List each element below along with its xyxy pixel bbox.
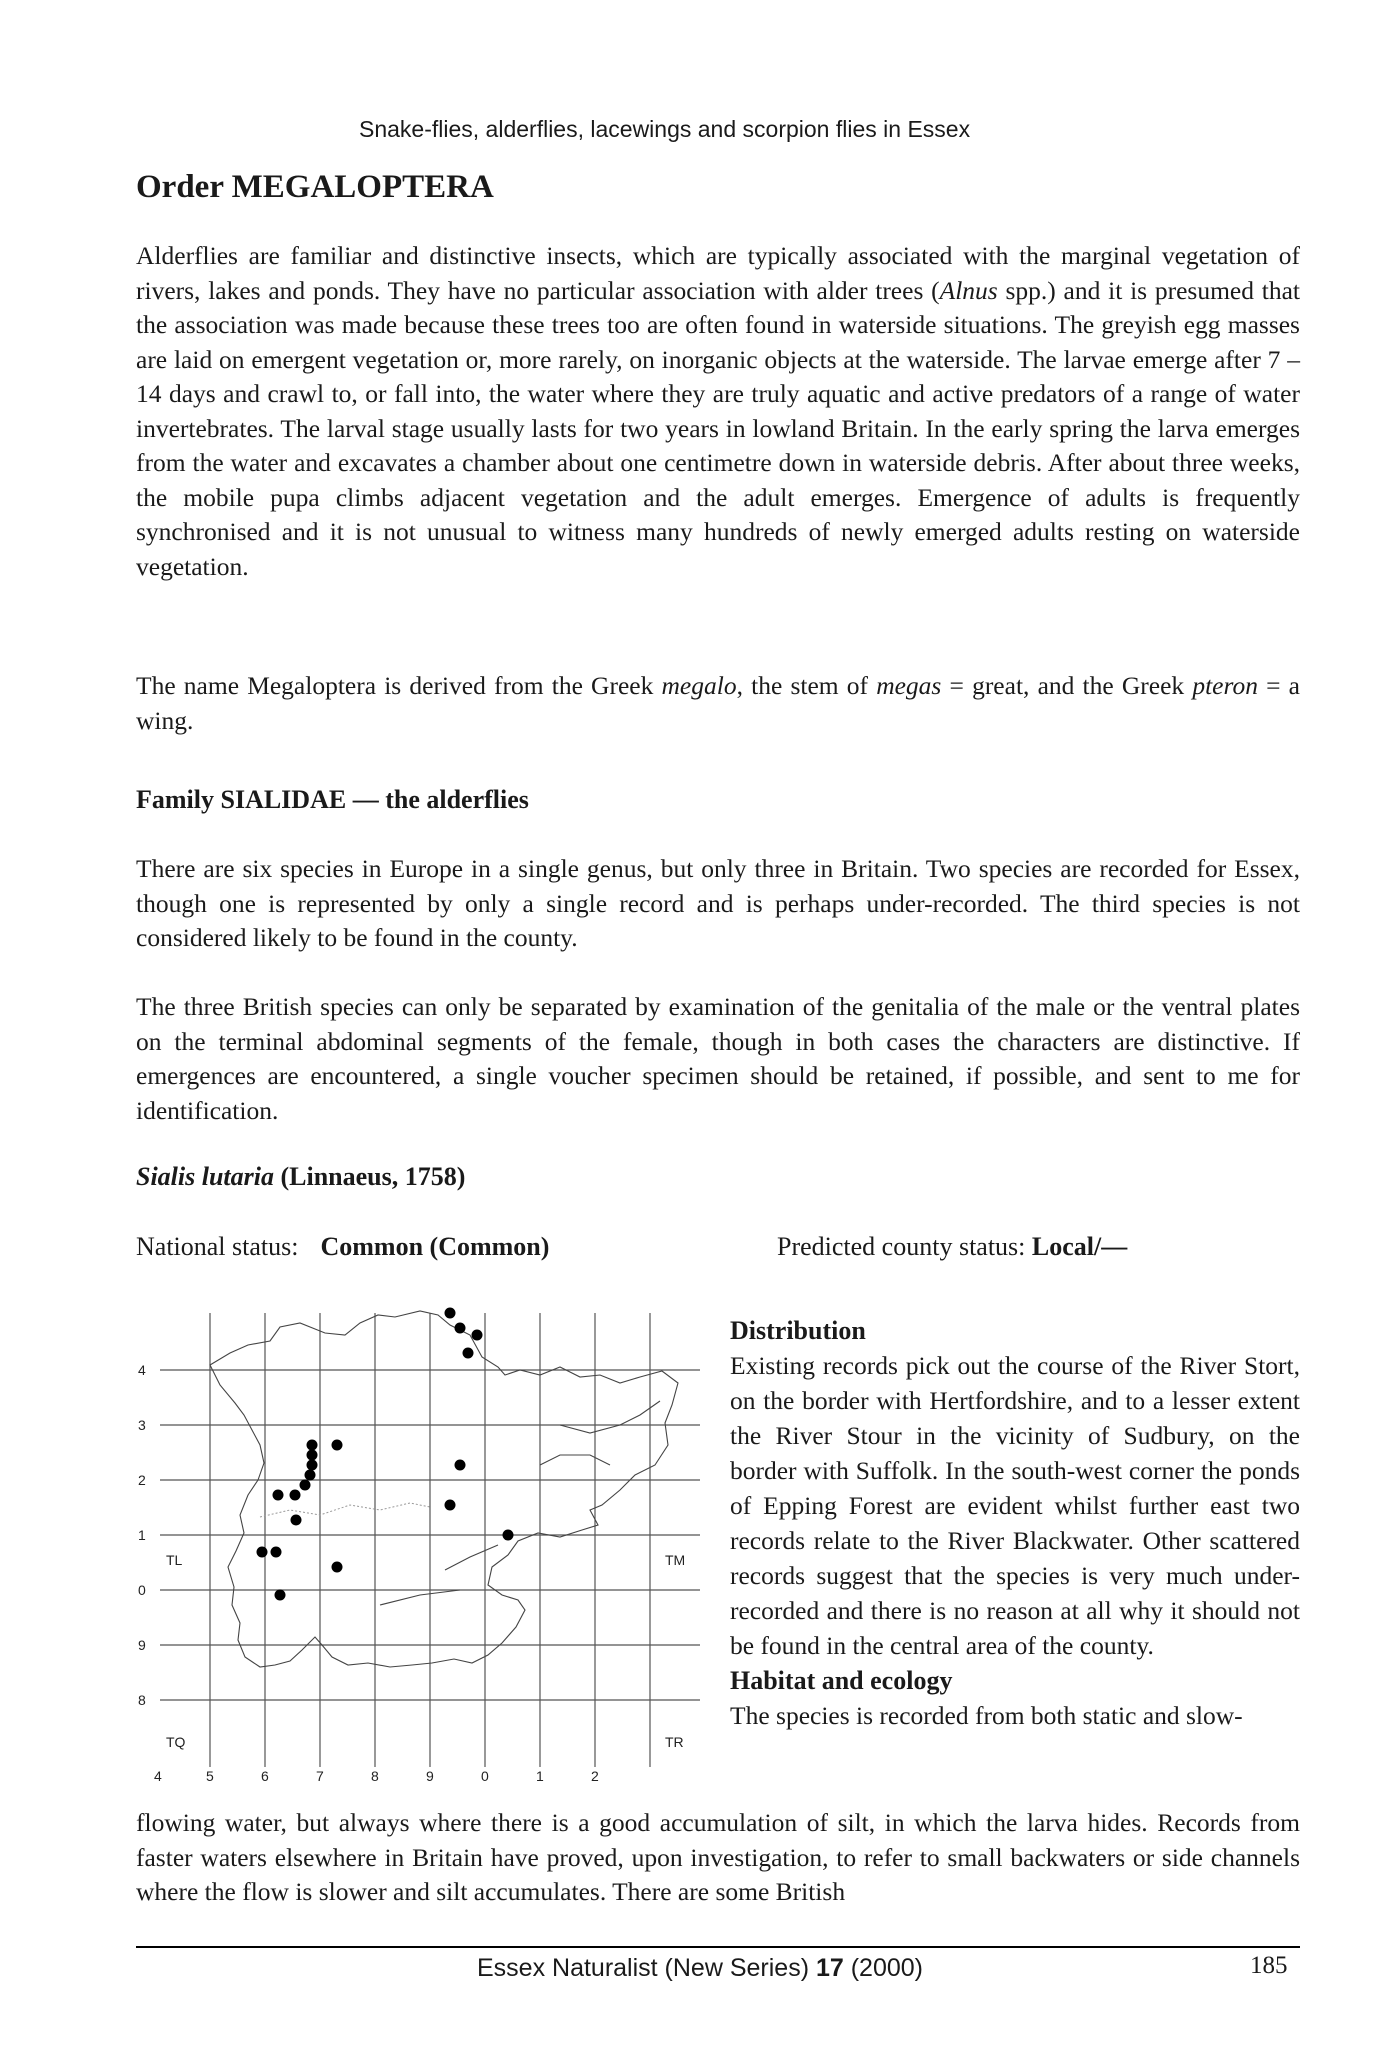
p1-text: Alderflies are familiar and distinctive insects, which are typically associated with the marginal vegetation of rivers, lakes and ponds. They have no particular association with alder trees ( <box>136 241 1300 305</box>
p2-c: = great, and the Greek <box>941 671 1193 700</box>
x-label: 5 <box>206 1768 214 1784</box>
x-label: 9 <box>426 1768 434 1784</box>
habitat-heading: Habitat and ecology <box>730 1666 953 1695</box>
record-dots <box>257 1308 514 1601</box>
record-dot <box>332 1440 343 1451</box>
y-label: 3 <box>138 1417 146 1433</box>
footer-volume: 17 <box>815 1954 844 1982</box>
county-border-dotted <box>260 1503 430 1517</box>
record-dot <box>300 1480 311 1491</box>
square-label-tl: TL <box>166 1552 183 1568</box>
record-dot <box>455 1323 466 1334</box>
genitalia-paragraph: The three British species can only be separated by examination of the genitalia of the male or the ventral plates on the terminal abdominal segments of the female, though in both cases the characters are distinctive. If emergences are encountered, a single voucher specimen should be retained, if possible, and sent to me for identification. <box>136 992 1300 1125</box>
p2-b: , the stem of <box>736 671 877 700</box>
etymology-paragraph <box>136 669 1300 738</box>
species-heading <box>136 1162 465 1192</box>
record-dot <box>463 1348 474 1359</box>
record-dot <box>273 1490 284 1501</box>
record-dot <box>445 1500 456 1511</box>
square-label-tq: TQ <box>166 1734 186 1750</box>
record-dot <box>257 1547 268 1558</box>
record-dot <box>305 1470 316 1481</box>
p2-italic-megalo: megalo <box>661 671 737 700</box>
footer-rule <box>136 1946 1300 1948</box>
essex-outline <box>210 1311 678 1667</box>
square-label-tm: TM <box>665 1552 686 1568</box>
record-dot <box>332 1562 343 1573</box>
species-name: Sialis lutaria <box>136 1162 274 1191</box>
county-status-label: Predicted county status: <box>777 1232 1032 1261</box>
square-label-tr: TR <box>665 1734 684 1750</box>
map-y-labels <box>138 1362 146 1708</box>
map-x-labels <box>154 1768 599 1784</box>
x-label: 7 <box>316 1768 324 1784</box>
distribution-text: Existing records pick out the course of the River Stort, on the border with Hertfordshire, and to a lesser extent the River Stour in the vicinity of Sudbury, on the border with Suffolk. In the south-west corner the ponds of Epping Forest are evident whilst further east two records relate to the River Blackwater. Other scattered records suggest that the species is very much under-recorded and there is no reason at all why it should not be found in the central area of the county. <box>730 1351 1300 1660</box>
national-status <box>136 1232 549 1262</box>
record-dot <box>455 1460 466 1471</box>
y-label: 9 <box>138 1637 146 1653</box>
x-label: 2 <box>591 1768 599 1784</box>
habitat-paragraph: flowing water, but always where there is a good accumulation of silt, in which the larva hides. Records from faster waters elsewhere in Britain have proved, upon investigation, to refer to small backwaters or side channels where the flow is slower and silt accumulates. There are some British <box>136 1808 1300 1906</box>
distribution-map <box>120 1305 720 1785</box>
county-status-value: Local/— <box>1031 1232 1128 1261</box>
order-title: Order MEGALOPTERA <box>136 169 494 205</box>
record-dot <box>271 1547 282 1558</box>
y-label: 1 <box>138 1527 146 1543</box>
national-status-value: Common (Common) <box>320 1232 550 1261</box>
y-label: 4 <box>138 1362 146 1378</box>
p1-italic: Alnus <box>939 275 998 305</box>
record-dot <box>275 1590 286 1601</box>
y-label: 2 <box>138 1472 146 1488</box>
distribution-column <box>730 1313 1300 1733</box>
record-dot <box>307 1440 318 1451</box>
running-head: Snake-flies, alderflies, lacewings and scorpion flies in Essex <box>359 116 971 142</box>
record-dot <box>290 1490 301 1501</box>
x-label: 6 <box>261 1768 269 1784</box>
footer-year: (2000) <box>843 1954 923 1982</box>
footer-journal: Essex Naturalist (New Series) <box>476 1954 816 1982</box>
record-dot <box>472 1330 483 1341</box>
footer-citation <box>0 1954 1400 1983</box>
x-label: 4 <box>154 1768 162 1784</box>
species-author: (Linnaeus, 1758) <box>274 1162 466 1191</box>
record-dot <box>307 1450 318 1461</box>
p2-d: = a wing. <box>136 671 1300 735</box>
national-status-label: National status: <box>136 1232 299 1261</box>
x-label: 1 <box>536 1768 544 1784</box>
x-label: 0 <box>481 1768 489 1784</box>
county-status <box>777 1232 1127 1262</box>
y-label: 0 <box>138 1582 146 1598</box>
family-heading: Family SIALIDAE — the alderflies <box>136 785 529 814</box>
x-label: 8 <box>371 1768 379 1784</box>
page-number: 185 <box>1250 1952 1288 1979</box>
distribution-map-svg <box>120 1305 720 1785</box>
record-dot <box>291 1515 302 1526</box>
p2-italic-megas: megas <box>876 671 942 700</box>
family-paragraph: There are six species in Europe in a single genus, but only three in Britain. Two species are recorded for Essex, though one is represented by only a single record and is perhaps under-recorded. The third species is not considered likely to be found in the county. <box>136 854 1300 952</box>
intro-paragraph <box>136 239 1300 584</box>
record-dot <box>445 1308 456 1319</box>
record-dot <box>307 1460 318 1471</box>
p1-rest: spp.) and it is presumed that the association was made because these trees too are often found in waterside situations. The greyish egg masses are laid on emergent vegetation or, more rarely, on inorganic objects at the waterside. The larvae emerge after 7 – 14 days and crawl to, or fall into, the water where they are truly aquatic and active predators of a range of water invertebrates. The larval stage usually lasts for two years in lowland Britain. In the early spring the larva emerges from the water and excavates a chamber about one centimetre down in waterside debris. After about three weeks, the mobile pupa climbs adjacent vegetation and the adult emerges. Emergence of adults is frequently synchronised and it is not unusual to witness many hundreds of newly emerged adults resting on waterside vegetation. <box>136 275 1300 581</box>
record-dot <box>503 1530 514 1541</box>
p2-a: The name Megaloptera is derived from the Greek <box>136 671 662 700</box>
distribution-heading: Distribution <box>730 1316 866 1345</box>
habitat-first-line: The species is recorded from both static and slow- <box>730 1701 1243 1730</box>
y-label: 8 <box>138 1692 146 1708</box>
p2-italic-pteron: pteron <box>1192 671 1258 700</box>
